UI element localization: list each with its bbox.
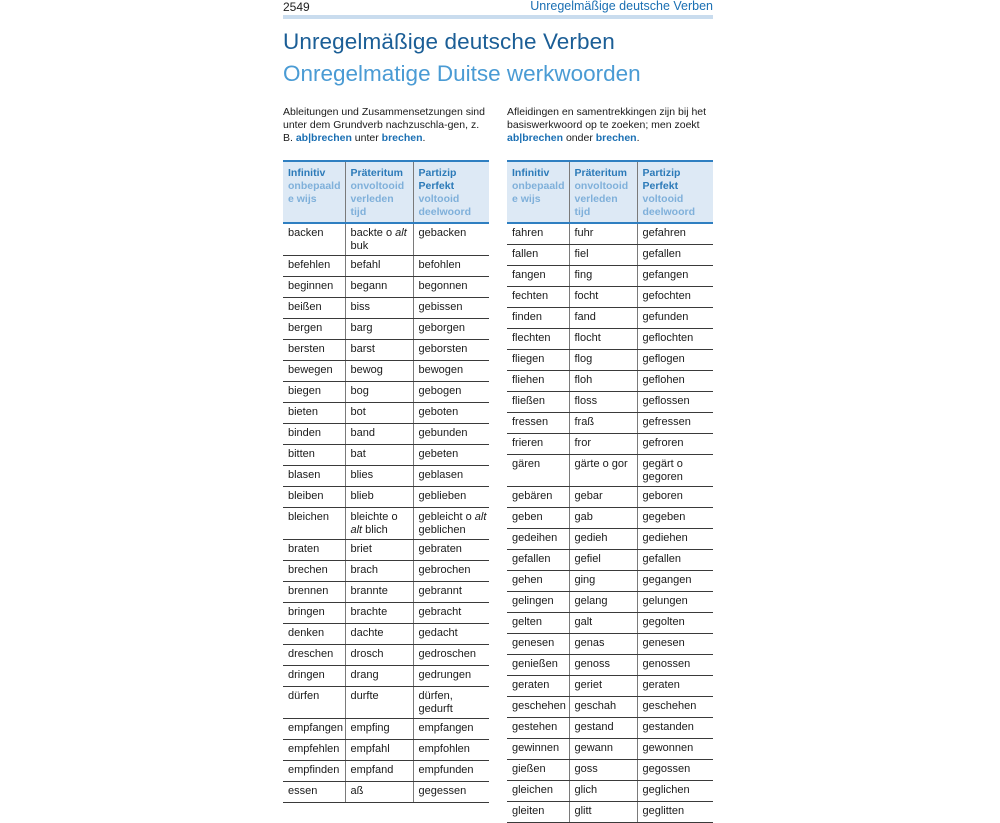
infinitive-cell: beginnen xyxy=(283,277,345,298)
infinitive-cell: brechen xyxy=(283,561,345,582)
infinitive-cell: flechten xyxy=(507,329,569,350)
participle-cell: geborgen xyxy=(413,319,489,340)
participle-cell: gegessen xyxy=(413,782,489,803)
preterite-cell: fing xyxy=(569,266,637,287)
preterite-cell: barg xyxy=(345,319,413,340)
infinitive-cell: empfehlen xyxy=(283,740,345,761)
infinitive-cell: blasen xyxy=(283,466,345,487)
table-row xyxy=(283,382,489,403)
infinitive-cell: fechten xyxy=(507,287,569,308)
table-row xyxy=(507,613,713,634)
participle-cell: gegärt o gegoren xyxy=(637,455,713,487)
column-header-participle: Partizip Perfekt voltooid deelwoord xyxy=(413,161,489,223)
infinitive-cell: gleichen xyxy=(507,781,569,802)
preterite-cell: brannte xyxy=(345,582,413,603)
participle-cell: geflogen xyxy=(637,350,713,371)
table-row xyxy=(507,308,713,329)
table-row xyxy=(283,624,489,645)
verb-table-right xyxy=(507,160,713,823)
table-row xyxy=(507,760,713,781)
table-row xyxy=(507,739,713,760)
participle-cell: geboren xyxy=(637,487,713,508)
preterite-cell: goss xyxy=(569,760,637,781)
participle-cell: gebogen xyxy=(413,382,489,403)
table-row xyxy=(283,740,489,761)
preterite-cell: begann xyxy=(345,277,413,298)
participle-cell: gegangen xyxy=(637,571,713,592)
infinitive-cell: gehen xyxy=(507,571,569,592)
infinitive-cell: gefallen xyxy=(507,550,569,571)
infinitive-cell: frieren xyxy=(507,434,569,455)
infinitive-cell: bergen xyxy=(283,319,345,340)
base-verb: brechen xyxy=(381,132,423,144)
preterite-cell: band xyxy=(345,424,413,445)
table-row xyxy=(283,582,489,603)
participle-cell: gebleicht o alt geblichen xyxy=(413,508,489,540)
participle-cell: gefallen xyxy=(637,245,713,266)
table-row xyxy=(507,529,713,550)
table-row xyxy=(507,329,713,350)
table-row xyxy=(283,466,489,487)
table-row xyxy=(507,592,713,613)
infinitive-cell: denken xyxy=(283,624,345,645)
preterite-cell: blieb xyxy=(345,487,413,508)
infinitive-cell: fliehen xyxy=(507,371,569,392)
table-row xyxy=(283,361,489,382)
base-verb: brechen xyxy=(595,132,637,144)
infinitive-cell: fressen xyxy=(507,413,569,434)
table-row xyxy=(283,645,489,666)
table-row xyxy=(507,487,713,508)
participle-cell: empfangen xyxy=(413,719,489,740)
participle-cell: gegeben xyxy=(637,508,713,529)
participle-cell: gebeten xyxy=(413,445,489,466)
table-row xyxy=(507,287,713,308)
table-row xyxy=(507,676,713,697)
preterite-cell: drosch xyxy=(345,645,413,666)
preterite-cell: fror xyxy=(569,434,637,455)
infinitive-cell: gelten xyxy=(507,613,569,634)
preterite-cell: flocht xyxy=(569,329,637,350)
preterite-cell: fraß xyxy=(569,413,637,434)
preterite-cell: barst xyxy=(345,340,413,361)
participle-cell: geborsten xyxy=(413,340,489,361)
preterite-cell: flog xyxy=(569,350,637,371)
participle-cell: genesen xyxy=(637,634,713,655)
infinitive-cell: dürfen xyxy=(283,687,345,719)
infinitive-cell: binden xyxy=(283,424,345,445)
table-row xyxy=(507,266,713,287)
table-row xyxy=(507,802,713,823)
infinitive-cell: brennen xyxy=(283,582,345,603)
table-row xyxy=(507,550,713,571)
table-row xyxy=(507,350,713,371)
participle-cell: gewonnen xyxy=(637,739,713,760)
table-row xyxy=(283,298,489,319)
table-row xyxy=(507,392,713,413)
participle-cell: gebracht xyxy=(413,603,489,624)
preterite-cell: glich xyxy=(569,781,637,802)
preterite-cell: bat xyxy=(345,445,413,466)
infinitive-cell: geschehen xyxy=(507,697,569,718)
participle-cell: befohlen xyxy=(413,256,489,277)
table-row xyxy=(283,223,489,256)
preterite-cell: galt xyxy=(569,613,637,634)
preterite-cell: gedieh xyxy=(569,529,637,550)
participle-cell: geglitten xyxy=(637,802,713,823)
table-row xyxy=(507,223,713,245)
participle-cell: gegolten xyxy=(637,613,713,634)
table-row xyxy=(283,319,489,340)
table-row xyxy=(283,508,489,540)
preterite-cell: biss xyxy=(345,298,413,319)
participle-cell: geflossen xyxy=(637,392,713,413)
preterite-cell: bleichte o alt blich xyxy=(345,508,413,540)
table-row xyxy=(283,487,489,508)
participle-cell: gebacken xyxy=(413,223,489,256)
table-row xyxy=(283,782,489,803)
infinitive-cell: bringen xyxy=(283,603,345,624)
infinitive-cell: braten xyxy=(283,540,345,561)
table-row xyxy=(507,781,713,802)
preterite-cell: backte o alt buk xyxy=(345,223,413,256)
table-row xyxy=(283,256,489,277)
preterite-cell: blies xyxy=(345,466,413,487)
preterite-cell: glitt xyxy=(569,802,637,823)
infinitive-cell: fliegen xyxy=(507,350,569,371)
table-row xyxy=(507,413,713,434)
participle-cell: empfunden xyxy=(413,761,489,782)
preterite-cell: empfand xyxy=(345,761,413,782)
preterite-cell: floh xyxy=(569,371,637,392)
header-rule xyxy=(283,15,713,19)
intro-german: Ableitungen und Zusammensetzungen sind unter dem Grundverb nachzuschla-gen, z. B. ab|brechen unter brechen. xyxy=(283,106,485,144)
intro-dutch: Afleidingen en samentrekkingen zijn bij het basiswerkwoord op te zoeken; men zoekt ab|brechen onder brechen. xyxy=(507,106,707,144)
table-row xyxy=(283,561,489,582)
infinitive-cell: fließen xyxy=(507,392,569,413)
table-header-row xyxy=(283,161,489,223)
participle-cell: genossen xyxy=(637,655,713,676)
preterite-cell: genoss xyxy=(569,655,637,676)
participle-cell: gebrochen xyxy=(413,561,489,582)
page-number: 2549 xyxy=(283,0,310,14)
participle-cell: gebissen xyxy=(413,298,489,319)
participle-cell: gegossen xyxy=(637,760,713,781)
participle-cell: dürfen, gedurft xyxy=(413,687,489,719)
table-row xyxy=(283,603,489,624)
participle-cell: bewogen xyxy=(413,361,489,382)
infinitive-cell: genesen xyxy=(507,634,569,655)
page-title-dutch: Onregelmatige Duitse werkwoorden xyxy=(283,61,641,86)
page-header xyxy=(283,0,713,14)
participle-cell: gefahren xyxy=(637,223,713,245)
participle-cell: gedacht xyxy=(413,624,489,645)
verb-table-left xyxy=(283,160,489,803)
table-row xyxy=(283,666,489,687)
infinitive-cell: biegen xyxy=(283,382,345,403)
table-row xyxy=(283,424,489,445)
infinitive-cell: genießen xyxy=(507,655,569,676)
table-row xyxy=(283,340,489,361)
preterite-cell: gefiel xyxy=(569,550,637,571)
table-row xyxy=(283,540,489,561)
participle-cell: geraten xyxy=(637,676,713,697)
infinitive-cell: befehlen xyxy=(283,256,345,277)
preterite-cell: dachte xyxy=(345,624,413,645)
page-title-german: Unregelmäßige deutsche Verben xyxy=(283,29,615,54)
table-row xyxy=(283,403,489,424)
participle-cell: geboten xyxy=(413,403,489,424)
participle-cell: geblieben xyxy=(413,487,489,508)
participle-cell: geblasen xyxy=(413,466,489,487)
example-verb: ab|brechen xyxy=(295,132,352,144)
infinitive-cell: bleichen xyxy=(283,508,345,540)
participle-cell: gebraten xyxy=(413,540,489,561)
table-header-row xyxy=(507,161,713,223)
infinitive-cell: empfangen xyxy=(283,719,345,740)
preterite-cell: focht xyxy=(569,287,637,308)
table-row xyxy=(507,655,713,676)
column-header-infinitive: Infinitiv onbepaald e wijs xyxy=(288,167,341,205)
table-row xyxy=(507,455,713,487)
preterite-cell: gab xyxy=(569,508,637,529)
participle-cell: geflochten xyxy=(637,329,713,350)
participle-cell: gefunden xyxy=(637,308,713,329)
infinitive-cell: fallen xyxy=(507,245,569,266)
infinitive-cell: beißen xyxy=(283,298,345,319)
infinitive-cell: gestehen xyxy=(507,718,569,739)
table-row xyxy=(507,634,713,655)
infinitive-cell: gären xyxy=(507,455,569,487)
preterite-cell: brach xyxy=(345,561,413,582)
infinitive-cell: bieten xyxy=(283,403,345,424)
infinitive-cell: gelingen xyxy=(507,592,569,613)
infinitive-cell: gebären xyxy=(507,487,569,508)
infinitive-cell: geben xyxy=(507,508,569,529)
preterite-cell: empfing xyxy=(345,719,413,740)
infinitive-cell: bitten xyxy=(283,445,345,466)
table-row xyxy=(507,508,713,529)
table-row xyxy=(283,761,489,782)
table-row xyxy=(507,571,713,592)
participle-cell: gefangen xyxy=(637,266,713,287)
table-row xyxy=(507,718,713,739)
infinitive-cell: fangen xyxy=(507,266,569,287)
infinitive-cell: gleiten xyxy=(507,802,569,823)
preterite-cell: befahl xyxy=(345,256,413,277)
infinitive-cell: geraten xyxy=(507,676,569,697)
example-verb: ab|brechen xyxy=(507,132,564,144)
preterite-cell: fiel xyxy=(569,245,637,266)
preterite-cell: brachte xyxy=(345,603,413,624)
infinitive-cell: fahren xyxy=(507,223,569,245)
preterite-cell: drang xyxy=(345,666,413,687)
table-row xyxy=(507,371,713,392)
participle-cell: gelungen xyxy=(637,592,713,613)
preterite-cell: aß xyxy=(345,782,413,803)
participle-cell: gedrungen xyxy=(413,666,489,687)
infinitive-cell: gießen xyxy=(507,760,569,781)
participle-cell: gefressen xyxy=(637,413,713,434)
preterite-cell: gebar xyxy=(569,487,637,508)
infinitive-cell: empfinden xyxy=(283,761,345,782)
infinitive-cell: gewinnen xyxy=(507,739,569,760)
preterite-cell: gelang xyxy=(569,592,637,613)
preterite-cell: empfahl xyxy=(345,740,413,761)
infinitive-cell: gedeihen xyxy=(507,529,569,550)
preterite-cell: fand xyxy=(569,308,637,329)
preterite-cell: geriet xyxy=(569,676,637,697)
participle-cell: gefroren xyxy=(637,434,713,455)
participle-cell: gebunden xyxy=(413,424,489,445)
infinitive-cell: backen xyxy=(283,223,345,256)
preterite-cell: genas xyxy=(569,634,637,655)
preterite-cell: floss xyxy=(569,392,637,413)
preterite-cell: geschah xyxy=(569,697,637,718)
participle-cell: gefochten xyxy=(637,287,713,308)
table-row xyxy=(507,434,713,455)
infinitive-cell: dreschen xyxy=(283,645,345,666)
table-row xyxy=(507,245,713,266)
infinitive-cell: dringen xyxy=(283,666,345,687)
participle-cell: gebrannt xyxy=(413,582,489,603)
preterite-cell: bog xyxy=(345,382,413,403)
participle-cell: gefallen xyxy=(637,550,713,571)
preterite-cell: briet xyxy=(345,540,413,561)
participle-cell: gedroschen xyxy=(413,645,489,666)
preterite-cell: bewog xyxy=(345,361,413,382)
infinitive-cell: bersten xyxy=(283,340,345,361)
table-row xyxy=(283,687,489,719)
participle-cell: begonnen xyxy=(413,277,489,298)
preterite-cell: gestand xyxy=(569,718,637,739)
preterite-cell: fuhr xyxy=(569,223,637,245)
table-row xyxy=(283,277,489,298)
infinitive-cell: essen xyxy=(283,782,345,803)
participle-cell: geschehen xyxy=(637,697,713,718)
preterite-cell: durfte xyxy=(345,687,413,719)
preterite-cell: gewann xyxy=(569,739,637,760)
running-title: Unregelmäßige deutsche Verben xyxy=(530,0,713,13)
participle-cell: geflohen xyxy=(637,371,713,392)
participle-cell: gestanden xyxy=(637,718,713,739)
table-row xyxy=(283,445,489,466)
column-header-preterite: Präteritum onvoltooid verleden tijd xyxy=(569,161,637,223)
preterite-cell: gärte o gor xyxy=(569,455,637,487)
infinitive-cell: bleiben xyxy=(283,487,345,508)
preterite-cell: bot xyxy=(345,403,413,424)
participle-cell: empfohlen xyxy=(413,740,489,761)
infinitive-cell: bewegen xyxy=(283,361,345,382)
infinitive-cell: finden xyxy=(507,308,569,329)
column-header-participle: Partizip Perfekt voltooid deelwoord xyxy=(637,161,713,223)
table-row xyxy=(283,719,489,740)
participle-cell: gediehen xyxy=(637,529,713,550)
column-header-preterite: Präteritum onvoltooid verleden tijd xyxy=(345,161,413,223)
table-row xyxy=(507,697,713,718)
participle-cell: geglichen xyxy=(637,781,713,802)
dictionary-page xyxy=(283,0,713,817)
column-header-infinitive: Infinitiv onbepaald e wijs xyxy=(512,167,565,205)
preterite-cell: ging xyxy=(569,571,637,592)
